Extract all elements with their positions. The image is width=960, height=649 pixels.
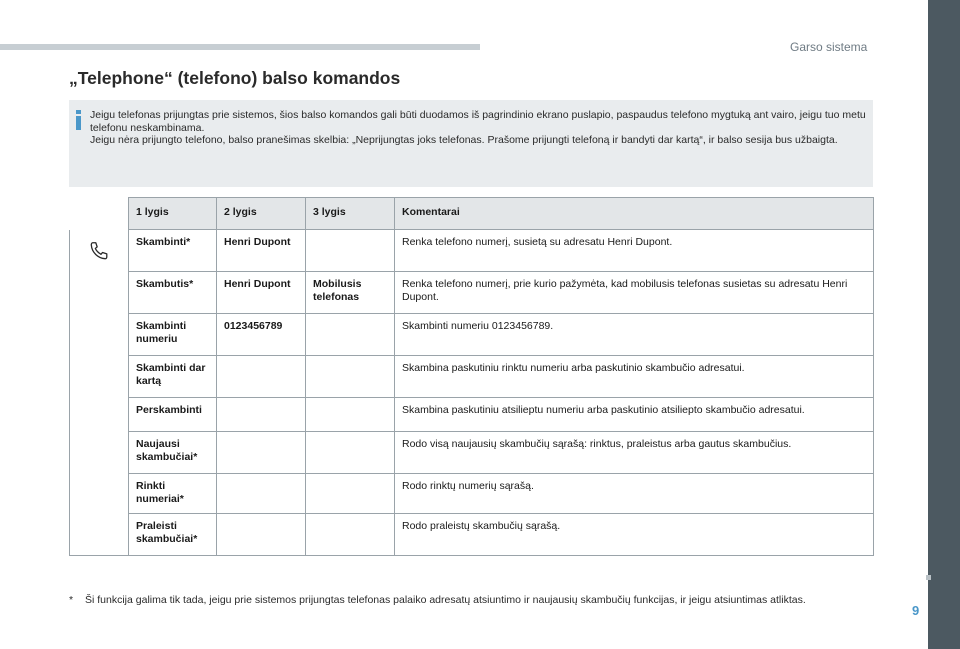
table-row (70, 314, 874, 356)
page-marker (926, 575, 931, 580)
page-title: „Telephone“ (telefono) balso komandos (69, 68, 401, 88)
comment-cell: Skambina paskutiniu atsilieptu numeriu arba paskutinio atsiliepto skambučio adresatui. (395, 398, 874, 432)
column-header: Komentarai (395, 198, 874, 230)
comment-cell: Rodo rinktų numerių sąrašą. (395, 474, 874, 514)
table-row (70, 272, 874, 314)
comment-cell: Skambinti numeriu 0123456789. (395, 314, 874, 356)
level2-cell: Henri Dupont (217, 272, 306, 314)
table-row (70, 474, 874, 514)
info-line-2: Jeigu nėra prijungto telefono, balso pranešimas skelbia: „Neprijungtas joks telefonas. Prašome prijungti telefoną ir bandyti dar kartą“, ir balso sesija bus užbaigta. (90, 134, 838, 146)
level3-cell (306, 356, 395, 398)
info-text (90, 109, 870, 147)
table-row (70, 230, 874, 272)
level1-cell: Praleisti skambučiai* (129, 514, 217, 556)
page-number: 9 (912, 603, 920, 618)
level2-cell: 0123456789 (217, 314, 306, 356)
right-side-band (928, 0, 960, 649)
column-header: 3 lygis (306, 198, 395, 230)
level2-cell: Henri Dupont (217, 230, 306, 272)
footnote-marker: * (69, 594, 74, 606)
level3-cell (306, 230, 395, 272)
comment-cell: Rodo praleistų skambučių sąrašą. (395, 514, 874, 556)
level1-cell: Skambinti dar kartą (129, 356, 217, 398)
column-header: 1 lygis (129, 198, 217, 230)
icon-column-header (70, 198, 129, 230)
comment-cell: Renka telefono numerį, prie kurio pažymėta, kad mobilusis telefonas susietas su adresatu Henri Dupont. (395, 272, 874, 314)
level1-cell: Skambinti* (129, 230, 217, 272)
comment-cell: Rodo visą naujausių skambučių sąrašą: rinktus, praleistus arba gautus skambučius. (395, 432, 874, 474)
info-line-1: Jeigu telefonas prijungtas prie sistemos, šios balso komandos gali būti duodamos iš pagrindinio ekrano puslapio, paspaudus telefono mygtuką ant vairo, jeigu tuo metu telefonu neskambinama. (90, 109, 866, 134)
table-row (70, 432, 874, 474)
level1-cell: Skambinti numeriu (129, 314, 217, 356)
level1-cell: Rinkti numeriai* (129, 474, 217, 514)
info-icon (76, 110, 82, 130)
level1-cell: Skambutis* (129, 272, 217, 314)
info-box (69, 100, 873, 187)
table-row (70, 356, 874, 398)
table-header-row (70, 198, 874, 230)
section-label: Garso sistema (790, 40, 868, 54)
level3-cell: Mobilusis telefonas (306, 272, 395, 314)
level3-cell (306, 314, 395, 356)
level3-cell (306, 398, 395, 432)
table-row (70, 398, 874, 432)
level1-cell: Naujausi skambučiai* (129, 432, 217, 474)
level2-cell (217, 432, 306, 474)
comment-cell: Skambina paskutiniu rinktu numeriu arba paskutinio skambučio adresatui. (395, 356, 874, 398)
top-rule (0, 44, 480, 50)
table-row (70, 514, 874, 556)
level2-cell (217, 398, 306, 432)
column-header: 2 lygis (217, 198, 306, 230)
footnote-text: Ši funkcija galima tik tada, jeigu prie sistemos prijungtas telefonas palaiko adresatų atsiuntimo ir naujausių skambučių funkcijas, ir jeigu atsiuntimas atliktas. (85, 594, 806, 606)
icon-cell (70, 230, 129, 556)
level3-cell (306, 514, 395, 556)
level2-cell (217, 514, 306, 556)
level2-cell (217, 356, 306, 398)
footnote (69, 594, 806, 606)
level3-cell (306, 432, 395, 474)
level1-cell: Perskambinti (129, 398, 217, 432)
level2-cell (217, 474, 306, 514)
voice-commands-table (69, 197, 874, 556)
level3-cell (306, 474, 395, 514)
phone-handset-icon (88, 240, 110, 262)
comment-cell: Renka telefono numerį, susietą su adresatu Henri Dupont. (395, 230, 874, 272)
